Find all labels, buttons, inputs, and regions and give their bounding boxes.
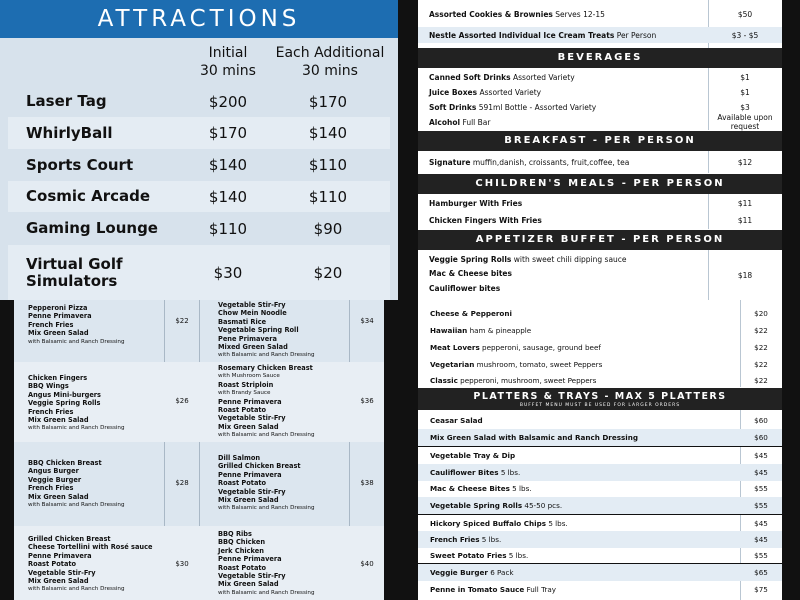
attraction-additional-price: $170	[308, 92, 348, 111]
menu-item-price: $60	[754, 432, 768, 442]
menu-item-row	[418, 195, 782, 211]
buffet-item: Penne Primavera	[218, 397, 282, 406]
menu-item-detail: Full Tray	[526, 584, 557, 594]
attraction-name-line: Simulators	[26, 271, 118, 290]
menu-item-price: $22	[754, 325, 768, 335]
menu-item-row	[418, 305, 782, 322]
attraction-additional-price: $140	[308, 124, 348, 142]
menu-item-text	[418, 326, 531, 335]
menu-item-detail: 5 lbs.	[512, 483, 532, 493]
menu-item-name: Cauliflower Bites	[430, 467, 499, 477]
column-header-line: Initial	[208, 45, 248, 61]
buffet-item: Chow Mein Noodle	[218, 309, 287, 318]
menu-panel-bottom-right	[418, 300, 782, 600]
menu-item-name: Ceasar Salad	[430, 415, 483, 425]
buffet-item: Mix Green Salad	[218, 496, 279, 505]
attractions-title: ATTRACTIONS	[0, 0, 398, 38]
buffet-items-right	[218, 364, 315, 440]
attractions-table	[8, 38, 390, 300]
buffet-item: Vegetable Stir-Fry	[218, 572, 286, 581]
buffet-items-left	[28, 535, 152, 594]
buffet-menu-sheet	[14, 300, 384, 600]
menu-item-text	[418, 309, 512, 318]
menu-item-name: Vegetable Tray & Dip	[430, 450, 516, 460]
buffet-item: Roast Potato	[218, 563, 267, 572]
buffet-item: Mixed Green Salad	[218, 343, 288, 352]
buffet-item: French Fries	[28, 320, 74, 329]
section-header-beverages: BEVERAGES	[418, 48, 782, 68]
menu-item-name: Alcohol	[429, 117, 461, 127]
buffet-item: BBQ Ribs	[218, 530, 252, 538]
menu-item-detail: 45-50 pcs.	[524, 500, 563, 510]
menu-item-detail: Serves 12-15	[555, 9, 605, 19]
attractions-panel	[0, 0, 398, 300]
menu-item-detail: Full Bar	[462, 117, 491, 127]
buffet-price: $22	[175, 317, 189, 325]
buffet-item: Veggie Spring Rolls	[28, 399, 101, 408]
attraction-name: Cosmic Arcade	[26, 187, 151, 205]
menu-item-text	[418, 433, 638, 442]
menu-item-row	[418, 372, 782, 389]
buffet-item: Vegetable Stir-Fry	[28, 568, 96, 577]
buffet-item: Roast Potato	[28, 560, 77, 569]
menu-item-text	[418, 343, 601, 352]
buffet-menu-panel	[0, 300, 398, 600]
buffet-item-note: with Balsamic and Ranch Dressing	[28, 338, 125, 345]
menu-item-name: Mac & Cheese Bites	[430, 483, 510, 493]
buffet-option-block	[14, 300, 384, 360]
menu-item-text	[418, 519, 568, 528]
menu-item-price: $1	[740, 87, 750, 97]
menu-item-text	[418, 568, 514, 577]
menu-item-row	[418, 280, 782, 296]
buffet-item: Mix Green Salad	[218, 580, 279, 589]
menu-item-name: Mix Green Salad with Balsamic and Ranch Dressing	[430, 432, 639, 442]
menu-item-text	[418, 484, 532, 493]
buffet-item: Angus Burger	[28, 467, 79, 476]
menu-item-text	[418, 10, 605, 19]
attraction-initial-price: $140	[208, 156, 248, 174]
menu-item-text	[418, 118, 490, 127]
section-header-platters	[418, 388, 782, 410]
menu-item-name: Nestle Assorted Individual Ice Cream Treats	[429, 30, 615, 40]
menu-item-row	[418, 114, 782, 130]
buffet-item: Grilled Chicken Breast	[28, 535, 111, 543]
menu-item-row	[418, 412, 782, 429]
buffet-item: Angus Mini-burgers	[28, 390, 101, 399]
menu-item-price: $22	[754, 359, 768, 369]
menu-item-name: Meat Lovers	[430, 342, 480, 352]
buffet-option-block	[14, 362, 384, 442]
menu-item-row	[418, 515, 782, 532]
buffet-item: Jerk Chicken	[218, 546, 264, 555]
buffet-item-note: with Balsamic and Ranch Dressing	[218, 505, 315, 512]
buffet-item: Rosemary Chicken Breast	[218, 364, 313, 372]
menu-item-price: $75	[754, 584, 768, 594]
buffet-item: Pene Primavera	[218, 334, 277, 343]
menu-item-row	[418, 581, 782, 598]
menu-item-name: Signature	[429, 157, 471, 167]
buffet-item: Grilled Chicken Breast	[218, 462, 301, 471]
buffet-item: BBQ Chicken	[218, 538, 266, 547]
menu-item-name: Chicken Fingers With Fries	[429, 215, 542, 225]
buffet-item: Mix Green Salad	[28, 416, 89, 425]
menu-item-name: French Fries	[430, 534, 480, 544]
buffet-item: Mix Green Salad	[28, 492, 89, 501]
buffet-item: Mix Green Salad	[28, 329, 89, 338]
menu-item-price: $22	[754, 342, 768, 352]
attraction-row	[8, 86, 390, 117]
menu-item-name: Hickory Spiced Buffalo Chips	[430, 518, 547, 528]
menu-item-text	[418, 468, 520, 477]
attraction-name-line: Virtual Golf	[26, 254, 123, 273]
attraction-row	[8, 181, 390, 212]
buffet-price: $38	[360, 479, 374, 487]
column-header-line: Each Additional	[275, 45, 385, 61]
buffet-item: Mix Green Salad	[28, 577, 89, 586]
column-header-line: 30 mins	[200, 63, 256, 79]
menu-item-row	[418, 69, 782, 85]
section-header-breakfast: BREAKFAST - PER PERSON	[418, 131, 782, 151]
buffet-price: $26	[175, 397, 189, 405]
buffet-item: Penne Primavera	[218, 470, 282, 479]
buffet-option-block	[14, 526, 384, 600]
menu-item-price: $55	[754, 483, 768, 493]
menu-item-name: Assorted Cookies & Brownies	[429, 9, 553, 19]
menu-item-text	[418, 199, 522, 208]
buffet-items-left	[28, 374, 125, 433]
menu-item-name: Juice Boxes	[429, 87, 478, 97]
menu-item-text	[418, 551, 528, 560]
menu-item-text	[418, 269, 512, 278]
menu-item-price: $11	[737, 215, 753, 225]
menu-item-name: Cheese & Pepperoni	[430, 308, 512, 318]
buffet-item: Roast Striploin	[218, 380, 274, 389]
menu-item-text	[418, 416, 483, 425]
attraction-additional-price: $110	[308, 187, 348, 206]
menu-item-price: $45	[754, 450, 768, 460]
menu-item-price: $3 - $5	[731, 30, 759, 40]
buffet-item: Cheese Tortellini with Rosé sauce	[28, 543, 153, 552]
buffet-item-note: with Mushroom Sauce	[218, 373, 280, 380]
buffet-item-note: with Balsamic and Ranch Dressing	[28, 502, 125, 509]
menu-item-row	[418, 447, 782, 464]
buffet-option-block	[14, 444, 384, 524]
menu-item-price: $18	[737, 271, 753, 280]
menu-item-text	[418, 158, 629, 167]
menu-item-detail: Assorted Variety	[513, 72, 575, 82]
menu-item-price: $3	[740, 102, 750, 112]
buffet-item: Basmati Rice	[218, 317, 267, 326]
buffet-item: Vegetable Spring Roll	[218, 326, 299, 335]
menu-item-name: Hamburger With Fries	[429, 198, 523, 208]
menu-item-row	[418, 497, 782, 514]
menu-item-price: $1	[740, 72, 750, 82]
menu-item-detail: mushroom, tomato, sweet Peppers	[476, 359, 603, 369]
menu-item-detail: 5 lbs.	[481, 534, 502, 544]
menu-item-name: Sweet Potato Fries	[430, 550, 507, 560]
buffet-price: $34	[360, 317, 374, 325]
menu-item-price: $12	[737, 157, 753, 167]
menu-item-detail: Assorted Variety	[479, 87, 542, 97]
attraction-additional-price: $20	[313, 263, 343, 282]
menu-item-detail: muffin,danish, croissants, fruit,coffee, tea	[472, 157, 630, 167]
menu-item-detail: 5 lbs.	[548, 518, 568, 528]
menu-item-text	[418, 376, 596, 385]
menu-item-price: $45	[754, 467, 768, 477]
column-header-line: 30 mins	[302, 63, 358, 79]
menu-item-row	[418, 531, 782, 548]
column-header-additional	[270, 44, 390, 84]
section-header-appetizer-buffet: APPETIZER BUFFET - PER PERSON	[418, 230, 782, 250]
buffet-items-left	[28, 459, 125, 509]
menu-item-text	[418, 585, 556, 594]
menu-item-row	[418, 547, 782, 564]
attraction-name: Laser Tag	[26, 92, 107, 110]
attraction-additional-price: $90	[313, 219, 343, 238]
menu-item-text	[418, 535, 501, 544]
attraction-name: WhirlyBall	[26, 123, 113, 142]
section-title: PLATTERS & TRAYS - MAX 5 PLATTERS	[473, 391, 727, 402]
menu-item-name: Penne in Tomato Sauce	[430, 584, 525, 594]
buffet-item-note: with Balsamic and Ranch Dressing	[28, 425, 125, 432]
menu-item-detail: pepperoni, sausage, ground beef	[482, 342, 601, 352]
menu-item-name: Vegetarian	[430, 359, 475, 369]
buffet-item-note: with Balsamic and Ranch Dressing	[28, 586, 125, 593]
attraction-initial-price: $30	[213, 263, 243, 282]
menu-item-text	[418, 451, 515, 460]
menu-item-text	[418, 31, 656, 40]
menu-item-row	[418, 356, 782, 373]
menu-item-name: Cauliflower bites	[429, 283, 501, 293]
buffet-item: French Fries	[28, 407, 74, 416]
attraction-initial-price: $200	[208, 92, 248, 111]
menu-item-row	[418, 322, 782, 339]
menu-item-price: $50	[737, 9, 753, 19]
menu-item-text	[418, 216, 542, 225]
buffet-item: Dill Salmon	[218, 454, 261, 462]
buffet-item-note: with Balsamic and Ranch Dressing	[218, 352, 315, 359]
buffet-items-right	[218, 530, 315, 597]
buffet-item: Penne Primavera	[218, 555, 282, 564]
menu-item-name: Hawaiian	[430, 325, 468, 335]
buffet-item: French Fries	[28, 484, 74, 493]
menu-item-row	[418, 564, 782, 581]
menu-item-detail: pepperoni, mushroom, sweet Peppers	[460, 375, 597, 385]
menu-item-row	[418, 27, 782, 43]
menu-item-row	[418, 6, 782, 22]
menu-item-detail: Per Person	[616, 30, 657, 40]
buffet-price: $30	[175, 560, 189, 568]
buffet-items-right	[218, 301, 315, 360]
buffet-item: Roast Potato	[218, 406, 267, 415]
menu-item-name: Veggie Spring Rolls	[429, 254, 512, 264]
attraction-row	[8, 245, 390, 300]
buffet-item: Chicken Fingers	[28, 374, 88, 382]
menu-item-name: Mac & Cheese bites	[429, 268, 512, 278]
attraction-initial-price: $110	[208, 219, 248, 238]
menu-item-price: $45	[754, 534, 768, 544]
buffet-item: Roast Potato	[218, 479, 267, 488]
menu-item-text	[418, 501, 562, 510]
menu-item-detail: 591ml Bottle - Assorted Variety	[478, 102, 597, 112]
menu-item-row	[418, 339, 782, 356]
attraction-row	[8, 117, 390, 149]
menu-item-text	[418, 255, 627, 264]
menu-item-row	[418, 480, 782, 497]
attraction-initial-price: $140	[208, 187, 248, 206]
menu-item-row	[418, 154, 782, 170]
menu-item-price: $45	[754, 518, 768, 528]
menu-item-row	[418, 212, 782, 228]
menu-item-text	[418, 284, 500, 293]
menu-item-text	[418, 360, 602, 369]
menu-item-detail: 5 lbs.	[500, 467, 521, 477]
buffet-item: Mix Green Salad	[218, 422, 279, 431]
buffet-item: Penne Primavera	[28, 312, 92, 321]
buffet-item: BBQ Wings	[28, 382, 69, 391]
menu-item-row	[418, 464, 782, 481]
menu-item-name: Soft Drinks	[429, 102, 477, 112]
section-header-childrens-meals: CHILDREN'S MEALS - PER PERSON	[418, 174, 782, 194]
attraction-initial-price: $170	[208, 124, 248, 142]
menu-item-text	[418, 73, 575, 82]
attraction-name	[26, 256, 123, 290]
buffet-item: Vegetable Stir-Fry	[218, 414, 286, 423]
menu-item-row	[418, 84, 782, 100]
menu-item-name: Classic	[430, 375, 458, 385]
menu-item-price: $11	[737, 198, 753, 208]
menu-item-price: Available upon request	[717, 113, 773, 131]
attraction-row	[8, 149, 390, 181]
buffet-item-note: with Balsamic and Ranch Dressing	[218, 432, 315, 439]
buffet-items-left	[28, 304, 125, 346]
buffet-item: Vegetable Stir-Fry	[218, 301, 286, 309]
buffet-price: $40	[360, 560, 374, 568]
menu-item-text	[418, 103, 596, 112]
column-header-initial	[178, 44, 278, 84]
buffet-item-note: with Balsamic and Ranch Dressing	[218, 589, 315, 596]
buffet-item: Vegetable Stir-Fry	[218, 487, 286, 496]
buffet-price: $36	[360, 397, 374, 405]
menu-item-price: $60	[754, 415, 768, 425]
buffet-item: BBQ Chicken Breast	[28, 459, 102, 467]
menu-item-price: $22	[754, 375, 768, 385]
menu-item-detail: 5 lbs.	[508, 550, 529, 560]
menu-item-name: Canned Soft Drinks	[429, 72, 511, 82]
menu-item-detail: ham & pineapple	[469, 325, 532, 335]
buffet-item: Penne Primavera	[28, 551, 92, 560]
menu-item-text	[418, 88, 541, 97]
menu-item-name: Veggie Burger	[430, 567, 488, 577]
menu-item-price: $55	[754, 500, 768, 510]
menu-item-name: Vegetable Spring Rolls	[430, 500, 523, 510]
menu-item-row	[418, 265, 782, 281]
buffet-item-note: with Brandy Sauce	[218, 390, 271, 397]
menu-item-price: $20	[754, 308, 768, 318]
menu-panel-top-right	[418, 0, 782, 300]
section-subtitle: BUFFET MENU MUST BE USED FOR LARGER ORDERS	[519, 403, 681, 408]
attraction-name: Sports Court	[26, 155, 134, 174]
buffet-item: Veggie Burger	[28, 475, 82, 484]
buffet-price: $28	[175, 479, 189, 487]
menu-item-detail: 6 Pack	[490, 567, 514, 577]
attraction-additional-price: $110	[308, 156, 348, 174]
menu-item-price: $65	[754, 567, 768, 577]
menu-item-price: $55	[754, 550, 768, 560]
buffet-items-right	[218, 454, 315, 513]
menu-item-detail: with sweet chili dipping sauce	[513, 254, 627, 264]
attraction-row	[8, 212, 390, 245]
menu-item-row	[418, 429, 782, 446]
attraction-name: Gaming Lounge	[26, 219, 158, 237]
buffet-item: Pepperoni Pizza	[28, 304, 88, 312]
